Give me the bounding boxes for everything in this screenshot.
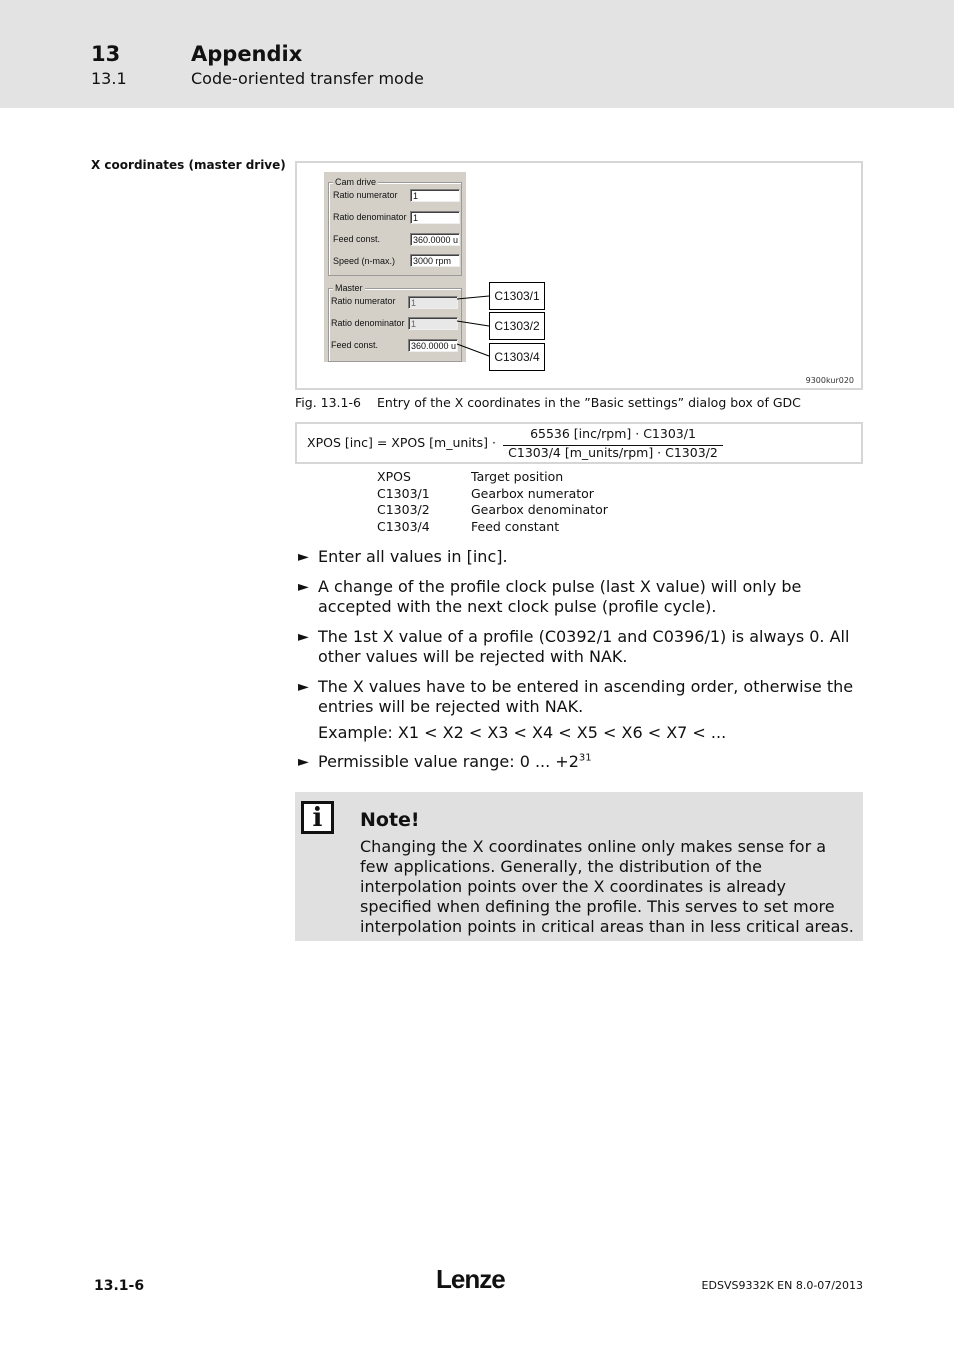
bullet-example: Example: X1 < X2 < X3 < X4 < X5 < X6 < X7 < ... <box>318 722 727 742</box>
bullet-item <box>298 577 858 618</box>
formula-numerator: 65536 [inc/rpm] · C1303/1 <box>530 426 696 441</box>
cam-label-feed-const: Feed const. <box>333 234 381 244</box>
master-label-feed-const: Feed const. <box>331 340 379 350</box>
bullet-arrow-icon: ► <box>298 578 309 595</box>
master-field-ratio-numerator[interactable]: 1 <box>408 296 458 309</box>
exponent: 31 <box>578 752 592 764</box>
legend-symbol: C1303/1 <box>377 485 430 501</box>
cam-field-ratio-numerator[interactable]: 1 <box>410 189 460 202</box>
callout-c1303-2: C1303/2 <box>489 312 545 340</box>
formula-denominator: C1303/4 [m_units/rpm] · C1303/2 <box>508 445 718 460</box>
legend-symbol: XPOS <box>377 469 411 484</box>
bullet-text: The X values have to be entered in ascending order, otherwise the entries will be rejected with NAK. <box>318 676 854 716</box>
chapter-number: 13 <box>91 42 121 66</box>
page-number: 13.1-6 <box>94 1278 145 1294</box>
bullet-item <box>298 677 858 744</box>
bullet-item <box>298 547 858 568</box>
bullet-item <box>298 627 858 668</box>
bullet-arrow-icon: ► <box>298 628 309 645</box>
page-header <box>0 0 954 108</box>
figure-frame <box>295 161 863 390</box>
callout-c1303-1: C1303/1 <box>489 282 545 310</box>
cam-label-speed: Speed (n-max.) <box>333 256 396 266</box>
figure-id: 9300kur020 <box>805 376 854 385</box>
bullet-text: The 1st X value of a profile (C0392/1 and C0396/1) is always 0. All other values will be rejected with NAK. <box>318 626 850 666</box>
note-box <box>295 792 863 941</box>
master-field-ratio-denominator[interactable]: 1 <box>408 317 458 330</box>
legend-description: Target position <box>471 469 564 484</box>
legend-description: Gearbox denominator <box>471 502 608 518</box>
section-number: 13.1 <box>91 69 127 88</box>
callout-c1303-4: C1303/4 <box>489 343 545 371</box>
legend-symbol: C1303/2 <box>377 502 430 518</box>
formula-box <box>295 422 863 464</box>
cam-field-speed[interactable]: 3000 rpm <box>410 254 460 267</box>
bullet-item <box>298 752 858 773</box>
bullet-text: A change of the profile clock pulse (last X value) will only be accepted with the next clock pulse (profile cycle). <box>318 576 802 616</box>
figure-caption-number: Fig. 13.1-6 <box>295 395 361 410</box>
bullet-text: Permissible value range: 0 ... +2 <box>318 752 579 771</box>
legend-description: Feed constant <box>471 519 560 535</box>
lenze-logo: Lenze <box>436 1264 505 1294</box>
bullet-arrow-icon: ► <box>298 549 309 565</box>
figure-caption-text: Entry of the X coordinates in the ”Basic settings” dialog box of GDC <box>377 395 801 410</box>
info-icon: i <box>301 801 334 834</box>
legend-symbol: C1303/4 <box>377 519 430 535</box>
document-reference: EDSVS9332K EN 8.0-07/2013 <box>701 1279 863 1292</box>
master-group-title: Master <box>335 283 363 293</box>
cam-field-ratio-denominator[interactable]: 1 <box>410 211 460 224</box>
master-field-feed-const[interactable]: 360.0000 u <box>408 339 458 352</box>
bullet-arrow-icon: ► <box>298 754 309 770</box>
cam-field-feed-const[interactable]: 360.0000 u <box>410 233 460 246</box>
note-title: Note! <box>360 809 420 831</box>
cam-label-ratio-denominator: Ratio denominator <box>333 212 407 222</box>
bullet-text: Enter all values in [inc]. <box>318 547 508 566</box>
formula-lhs: XPOS [inc] = XPOS [m_units] · <box>307 435 496 450</box>
bullet-list <box>298 547 858 782</box>
chapter-title: Appendix <box>191 42 303 66</box>
callout-leader-lines <box>297 163 863 390</box>
legend-description: Gearbox numerator <box>471 485 594 501</box>
master-label-ratio-denominator: Ratio denominator <box>331 318 405 328</box>
cam-drive-group-title: Cam drive <box>335 177 377 187</box>
cam-label-ratio-numerator: Ratio numerator <box>333 190 398 200</box>
section-title: Code-oriented transfer mode <box>191 69 424 88</box>
bullet-arrow-icon: ► <box>298 678 309 695</box>
note-body: Changing the X coordinates online only makes sense for a few applications. Generally, the distribution of the interpolation points over the X coordinates is already specified when defining the profile. This serves to set more interpolation points in critical areas than in less critical areas. <box>360 837 854 936</box>
master-label-ratio-numerator: Ratio numerator <box>331 296 396 306</box>
side-heading: X coordinates (master drive) <box>91 158 286 172</box>
